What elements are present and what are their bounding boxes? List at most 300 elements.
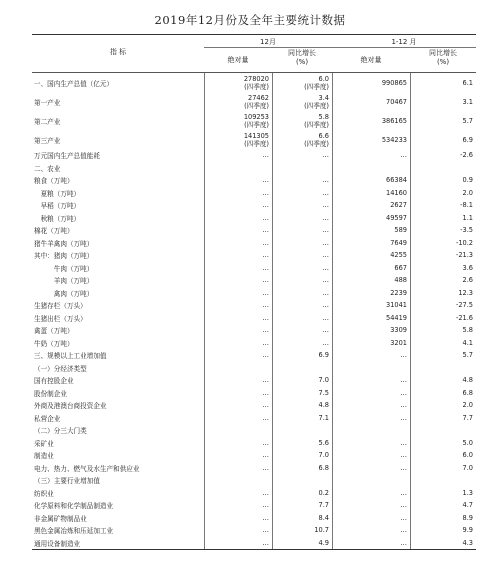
row-label [34, 462, 204, 475]
month-absolute [204, 199, 272, 212]
ytd-absolute-text: 49597 [386, 213, 407, 222]
ytd-absolute [332, 162, 410, 175]
ytd-growth [410, 130, 476, 149]
row-label-text: 生猪存栏（万头） [34, 302, 87, 311]
row-label-text: 二、农业 [34, 164, 61, 173]
ytd-growth [410, 462, 476, 475]
month-absolute-text: … [262, 176, 269, 185]
row-label-text: 第二产业 [34, 117, 61, 126]
month-growth [272, 474, 332, 487]
month-growth [272, 399, 332, 412]
month-absolute [204, 249, 272, 262]
row-label [34, 92, 204, 111]
ytd-absolute [332, 324, 410, 337]
month-growth [272, 387, 332, 400]
row-label-text: 纺织业 [34, 489, 54, 498]
ytd-growth [410, 92, 476, 111]
month-growth-text: 7.1 [318, 413, 329, 422]
month-absolute [204, 362, 272, 375]
month-growth [272, 324, 332, 337]
month-growth-text: 4.8 [318, 401, 329, 410]
row-label-text: 非金属矿物制品业 [34, 514, 87, 523]
month-growth [272, 349, 332, 362]
header-ytd-growth-unit: (%) [436, 58, 450, 66]
month-absolute [204, 92, 272, 111]
month-growth [272, 130, 332, 149]
month-growth-v2: 5.8 [318, 112, 329, 121]
ytd-absolute-text: 4255 [390, 251, 407, 260]
ytd-absolute-text: … [400, 413, 407, 422]
row-label-text: 私营企业 [34, 414, 61, 423]
table-row [32, 499, 476, 512]
ytd-growth [410, 212, 476, 225]
month-growth [272, 199, 332, 212]
month-absolute [204, 287, 272, 300]
month-growth-text: … [322, 338, 329, 347]
row-label-text: 秋粮（万吨） [34, 214, 81, 223]
month-growth-stack [304, 113, 332, 129]
table-row [32, 111, 476, 130]
month-growth [272, 274, 332, 287]
table-row [32, 537, 476, 550]
month-growth-text: … [322, 213, 329, 222]
month-growth [272, 449, 332, 462]
month-absolute [204, 212, 272, 225]
month-absolute-text: … [262, 501, 269, 510]
ytd-absolute [332, 374, 410, 387]
row-label-text: 第一产业 [34, 98, 61, 107]
table-body [32, 73, 476, 549]
month-growth-text: 0.2 [318, 488, 329, 497]
ytd-absolute-text: 386165 [381, 116, 407, 125]
month-absolute [204, 174, 272, 187]
month-absolute [204, 111, 272, 130]
row-label [34, 130, 204, 149]
table-row [32, 212, 476, 225]
month-absolute-text: … [262, 513, 269, 522]
ytd-growth [410, 187, 476, 200]
ytd-growth [410, 399, 476, 412]
page-title: 2019年12月份及全年主要统计数据 [154, 13, 346, 27]
ytd-growth-text: 0.9 [462, 176, 473, 185]
ytd-absolute [332, 399, 410, 412]
month-growth-v2: 6.0 [318, 74, 329, 83]
month-growth-text: 7.5 [318, 388, 329, 397]
month-absolute [204, 262, 272, 275]
month-absolute-text: … [262, 251, 269, 260]
ytd-growth-text: 9.9 [462, 526, 473, 535]
month-absolute [204, 274, 272, 287]
ytd-absolute [332, 130, 410, 149]
table-row [32, 287, 476, 300]
header-month-growth [272, 49, 332, 67]
month-growth-text: 7.0 [318, 376, 329, 385]
ytd-growth [410, 73, 476, 92]
ytd-absolute [332, 199, 410, 212]
ytd-growth-text: 2.0 [462, 188, 473, 197]
month-growth [272, 412, 332, 425]
row-label [34, 287, 204, 300]
ytd-growth-text: -21.6 [455, 313, 473, 322]
ytd-absolute [332, 92, 410, 111]
table-row [32, 399, 476, 412]
row-label-text: 牛肉（万吨） [34, 264, 94, 273]
row-label-text: 通用设备制造业 [34, 539, 81, 548]
month-absolute-v1: 141305 [243, 131, 269, 140]
ytd-growth-text: 6.0 [462, 451, 473, 460]
month-absolute [204, 462, 272, 475]
month-growth-text: 10.7 [314, 526, 329, 535]
ytd-absolute-text: 3309 [390, 326, 407, 335]
ytd-absolute-text: … [400, 376, 407, 385]
ytd-absolute [332, 262, 410, 275]
row-label [34, 162, 204, 175]
month-absolute-text: … [262, 463, 269, 472]
row-label [34, 149, 204, 162]
row-label [34, 387, 204, 400]
ytd-absolute-text: … [400, 351, 407, 360]
row-label [34, 424, 204, 437]
month-growth-text: 7.0 [318, 451, 329, 460]
month-absolute-text: … [262, 451, 269, 460]
row-label [34, 412, 204, 425]
month-growth-v2: 3.4 [318, 93, 329, 102]
ytd-absolute [332, 111, 410, 130]
month-absolute-text: … [262, 376, 269, 385]
table-row [32, 312, 476, 325]
row-label-text: 黑色金属冶炼和压延加工业 [34, 527, 114, 536]
month-absolute-v1b: (四季度) [244, 139, 269, 148]
ytd-absolute-text: … [400, 513, 407, 522]
table-header [32, 35, 476, 73]
ytd-growth-text: 4.1 [462, 338, 473, 347]
month-absolute-text: … [262, 213, 269, 222]
month-growth [272, 524, 332, 537]
ytd-growth-text: -27.5 [455, 301, 473, 310]
ytd-absolute [332, 212, 410, 225]
ytd-growth-text: 6.9 [462, 135, 473, 144]
ytd-growth [410, 174, 476, 187]
row-label [34, 499, 204, 512]
row-label [34, 187, 204, 200]
month-absolute [204, 162, 272, 175]
row-label-text: 猪牛羊禽肉（万吨） [34, 239, 94, 248]
month-absolute [204, 324, 272, 337]
ytd-absolute [332, 387, 410, 400]
ytd-growth [410, 274, 476, 287]
table-row [32, 130, 476, 149]
row-label-text: 化学原料和化学制品制造业 [34, 502, 114, 511]
row-label-text: 夏粮（万吨） [34, 189, 81, 198]
ytd-growth-text: 3.6 [462, 263, 473, 272]
ytd-growth-text: 1.1 [462, 213, 473, 222]
row-label [34, 449, 204, 462]
table-row [32, 73, 476, 92]
month-growth-text: … [322, 288, 329, 297]
row-label-text: 羊肉（万吨） [34, 277, 94, 286]
ytd-absolute-text: … [400, 151, 407, 160]
ytd-growth [410, 149, 476, 162]
month-growth-text: 4.9 [318, 538, 329, 547]
row-label [34, 374, 204, 387]
month-growth [272, 499, 332, 512]
ytd-absolute-text: 70467 [386, 97, 407, 106]
ytd-growth [410, 537, 476, 550]
ytd-absolute [332, 512, 410, 525]
ytd-absolute [332, 412, 410, 425]
ytd-growth [410, 224, 476, 237]
row-label-text: 三、规模以上工业增加值 [34, 352, 107, 361]
table-row [32, 512, 476, 525]
month-growth [272, 312, 332, 325]
month-absolute-text: … [262, 201, 269, 210]
ytd-growth [410, 374, 476, 387]
ytd-absolute [332, 499, 410, 512]
row-label-text: 早稻（万吨） [34, 202, 81, 211]
ytd-growth-text: 6.8 [462, 388, 473, 397]
ytd-growth-text: -8.1 [460, 201, 473, 210]
header-ytd: 1-12 月 [391, 38, 417, 46]
ytd-growth-text: -3.5 [460, 226, 473, 235]
ytd-growth [410, 299, 476, 312]
month-growth [272, 149, 332, 162]
month-growth [272, 187, 332, 200]
month-absolute-text: … [262, 538, 269, 547]
month-growth-text: 7.7 [318, 501, 329, 510]
table-row [32, 487, 476, 500]
ytd-growth [410, 199, 476, 212]
month-growth-text: 6.9 [318, 351, 329, 360]
row-label [34, 199, 204, 212]
row-label [34, 487, 204, 500]
header-ytd-growth-label: 同比增长 [429, 49, 457, 57]
month-absolute-stack [244, 113, 272, 129]
row-label [34, 362, 204, 375]
table-row [32, 349, 476, 362]
month-growth [272, 287, 332, 300]
ytd-growth [410, 237, 476, 250]
ytd-growth-text: -21.3 [455, 251, 473, 260]
header-month-growth-unit: (%) [295, 58, 309, 66]
table-row [32, 262, 476, 275]
table-row [32, 92, 476, 111]
ytd-absolute-text: … [400, 526, 407, 535]
month-absolute [204, 312, 272, 325]
statistics-table [32, 34, 476, 550]
month-growth-stack [304, 132, 332, 148]
month-absolute [204, 374, 272, 387]
month-growth-text: … [322, 238, 329, 247]
ytd-growth-text: 4.3 [462, 538, 473, 547]
ytd-absolute [332, 287, 410, 300]
row-label-text: 其中：猪肉（万吨） [34, 252, 94, 261]
ytd-absolute-text: 488 [394, 276, 407, 285]
ytd-absolute-text: 14160 [386, 188, 407, 197]
ytd-absolute-text: 54419 [386, 313, 407, 322]
month-growth-v2b: (四季度) [304, 120, 329, 129]
ytd-absolute-text: 589 [394, 226, 407, 235]
month-growth-v2b: (四季度) [304, 82, 329, 91]
row-label [34, 73, 204, 92]
ytd-absolute-text: … [400, 488, 407, 497]
ytd-absolute-text: 667 [394, 263, 407, 272]
row-label [34, 337, 204, 350]
ytd-absolute [332, 537, 410, 550]
ytd-absolute [332, 524, 410, 537]
table-row [32, 324, 476, 337]
ytd-growth-text: 3.1 [462, 97, 473, 106]
month-growth-text: … [322, 188, 329, 197]
row-label-text: 万元国内生产总值能耗 [34, 152, 100, 161]
row-label [34, 437, 204, 450]
month-absolute-text: … [262, 276, 269, 285]
month-growth-text: … [322, 201, 329, 210]
ytd-growth-text: -2.6 [460, 151, 473, 160]
month-absolute-text: … [262, 301, 269, 310]
row-label-text: （二）分三大门类 [34, 427, 87, 436]
month-absolute [204, 474, 272, 487]
ytd-growth-text: 8.9 [462, 513, 473, 522]
ytd-absolute [332, 224, 410, 237]
month-absolute-text: … [262, 401, 269, 410]
ytd-growth [410, 512, 476, 525]
ytd-growth [410, 262, 476, 275]
row-label [34, 262, 204, 275]
ytd-absolute [332, 249, 410, 262]
table-row [32, 187, 476, 200]
month-growth [272, 299, 332, 312]
row-label [34, 237, 204, 250]
month-growth [272, 224, 332, 237]
month-growth-text: … [322, 251, 329, 260]
month-absolute-stack [244, 94, 272, 110]
month-growth [272, 337, 332, 350]
row-label [34, 299, 204, 312]
month-absolute-text: … [262, 388, 269, 397]
table-row [32, 362, 476, 375]
ytd-growth-text: 2.0 [462, 401, 473, 410]
row-label [34, 512, 204, 525]
month-absolute [204, 524, 272, 537]
ytd-growth [410, 524, 476, 537]
month-absolute-text: … [262, 226, 269, 235]
month-absolute-stack [244, 75, 272, 91]
row-label [34, 537, 204, 550]
month-absolute-v1b: (四季度) [244, 82, 269, 91]
table-row [32, 462, 476, 475]
ytd-growth-text: 1.3 [462, 488, 473, 497]
month-absolute-text: … [262, 351, 269, 360]
ytd-growth [410, 499, 476, 512]
month-growth-text: … [322, 313, 329, 322]
ytd-growth [410, 449, 476, 462]
row-label [34, 249, 204, 262]
month-growth-text: … [322, 326, 329, 335]
table-row [32, 199, 476, 212]
month-growth [272, 487, 332, 500]
month-absolute [204, 237, 272, 250]
month-absolute [204, 512, 272, 525]
table-row [32, 237, 476, 250]
row-label-text: （一）分经济类型 [34, 364, 87, 373]
table-row [32, 412, 476, 425]
ytd-growth-text: 4.7 [462, 501, 473, 510]
month-growth-text: … [322, 301, 329, 310]
ytd-absolute [332, 437, 410, 450]
month-growth-v2b: (四季度) [304, 101, 329, 110]
row-label-text: （三）主要行业增加值 [34, 477, 100, 486]
table-row [32, 474, 476, 487]
ytd-growth-text: 6.1 [462, 78, 473, 87]
month-absolute [204, 349, 272, 362]
ytd-growth [410, 162, 476, 175]
row-label [34, 349, 204, 362]
ytd-absolute [332, 462, 410, 475]
ytd-growth [410, 424, 476, 437]
table-row [32, 162, 476, 175]
ytd-absolute [332, 174, 410, 187]
table-row [32, 524, 476, 537]
month-absolute [204, 449, 272, 462]
ytd-absolute [332, 237, 410, 250]
ytd-absolute [332, 362, 410, 375]
month-absolute [204, 299, 272, 312]
ytd-absolute-text: … [400, 501, 407, 510]
ytd-growth-text: 7.0 [462, 463, 473, 472]
ytd-absolute [332, 149, 410, 162]
row-label [34, 324, 204, 337]
month-absolute-text: … [262, 526, 269, 535]
month-absolute-text: … [262, 413, 269, 422]
ytd-absolute-text: … [400, 401, 407, 410]
ytd-absolute [332, 424, 410, 437]
table-row [32, 149, 476, 162]
month-absolute [204, 499, 272, 512]
table-row [32, 374, 476, 387]
month-growth [272, 111, 332, 130]
ytd-absolute [332, 187, 410, 200]
row-label [34, 274, 204, 287]
ytd-absolute [332, 337, 410, 350]
ytd-growth-text: 2.6 [462, 276, 473, 285]
month-growth [272, 512, 332, 525]
ytd-growth [410, 474, 476, 487]
ytd-absolute-text: 990865 [381, 78, 407, 87]
month-growth-text: … [322, 151, 329, 160]
ytd-growth [410, 287, 476, 300]
row-label [34, 224, 204, 237]
ytd-growth [410, 349, 476, 362]
month-absolute-text: … [262, 238, 269, 247]
ytd-absolute-text: 7649 [390, 238, 407, 247]
month-absolute-v1: 27462 [248, 93, 269, 102]
row-label [34, 111, 204, 130]
ytd-absolute [332, 73, 410, 92]
month-absolute-text: … [262, 288, 269, 297]
month-growth-v2: 6.6 [318, 131, 329, 140]
ytd-growth-text: 4.8 [462, 376, 473, 385]
ytd-absolute-text: 31041 [386, 301, 407, 310]
row-label [34, 399, 204, 412]
month-absolute-v1: 109253 [243, 112, 269, 121]
month-absolute-text: … [262, 263, 269, 272]
ytd-growth-text: 5.7 [462, 351, 473, 360]
month-growth [272, 212, 332, 225]
ytd-absolute-text: … [400, 388, 407, 397]
month-absolute [204, 73, 272, 92]
month-absolute-v1b: (四季度) [244, 101, 269, 110]
table-row [32, 224, 476, 237]
